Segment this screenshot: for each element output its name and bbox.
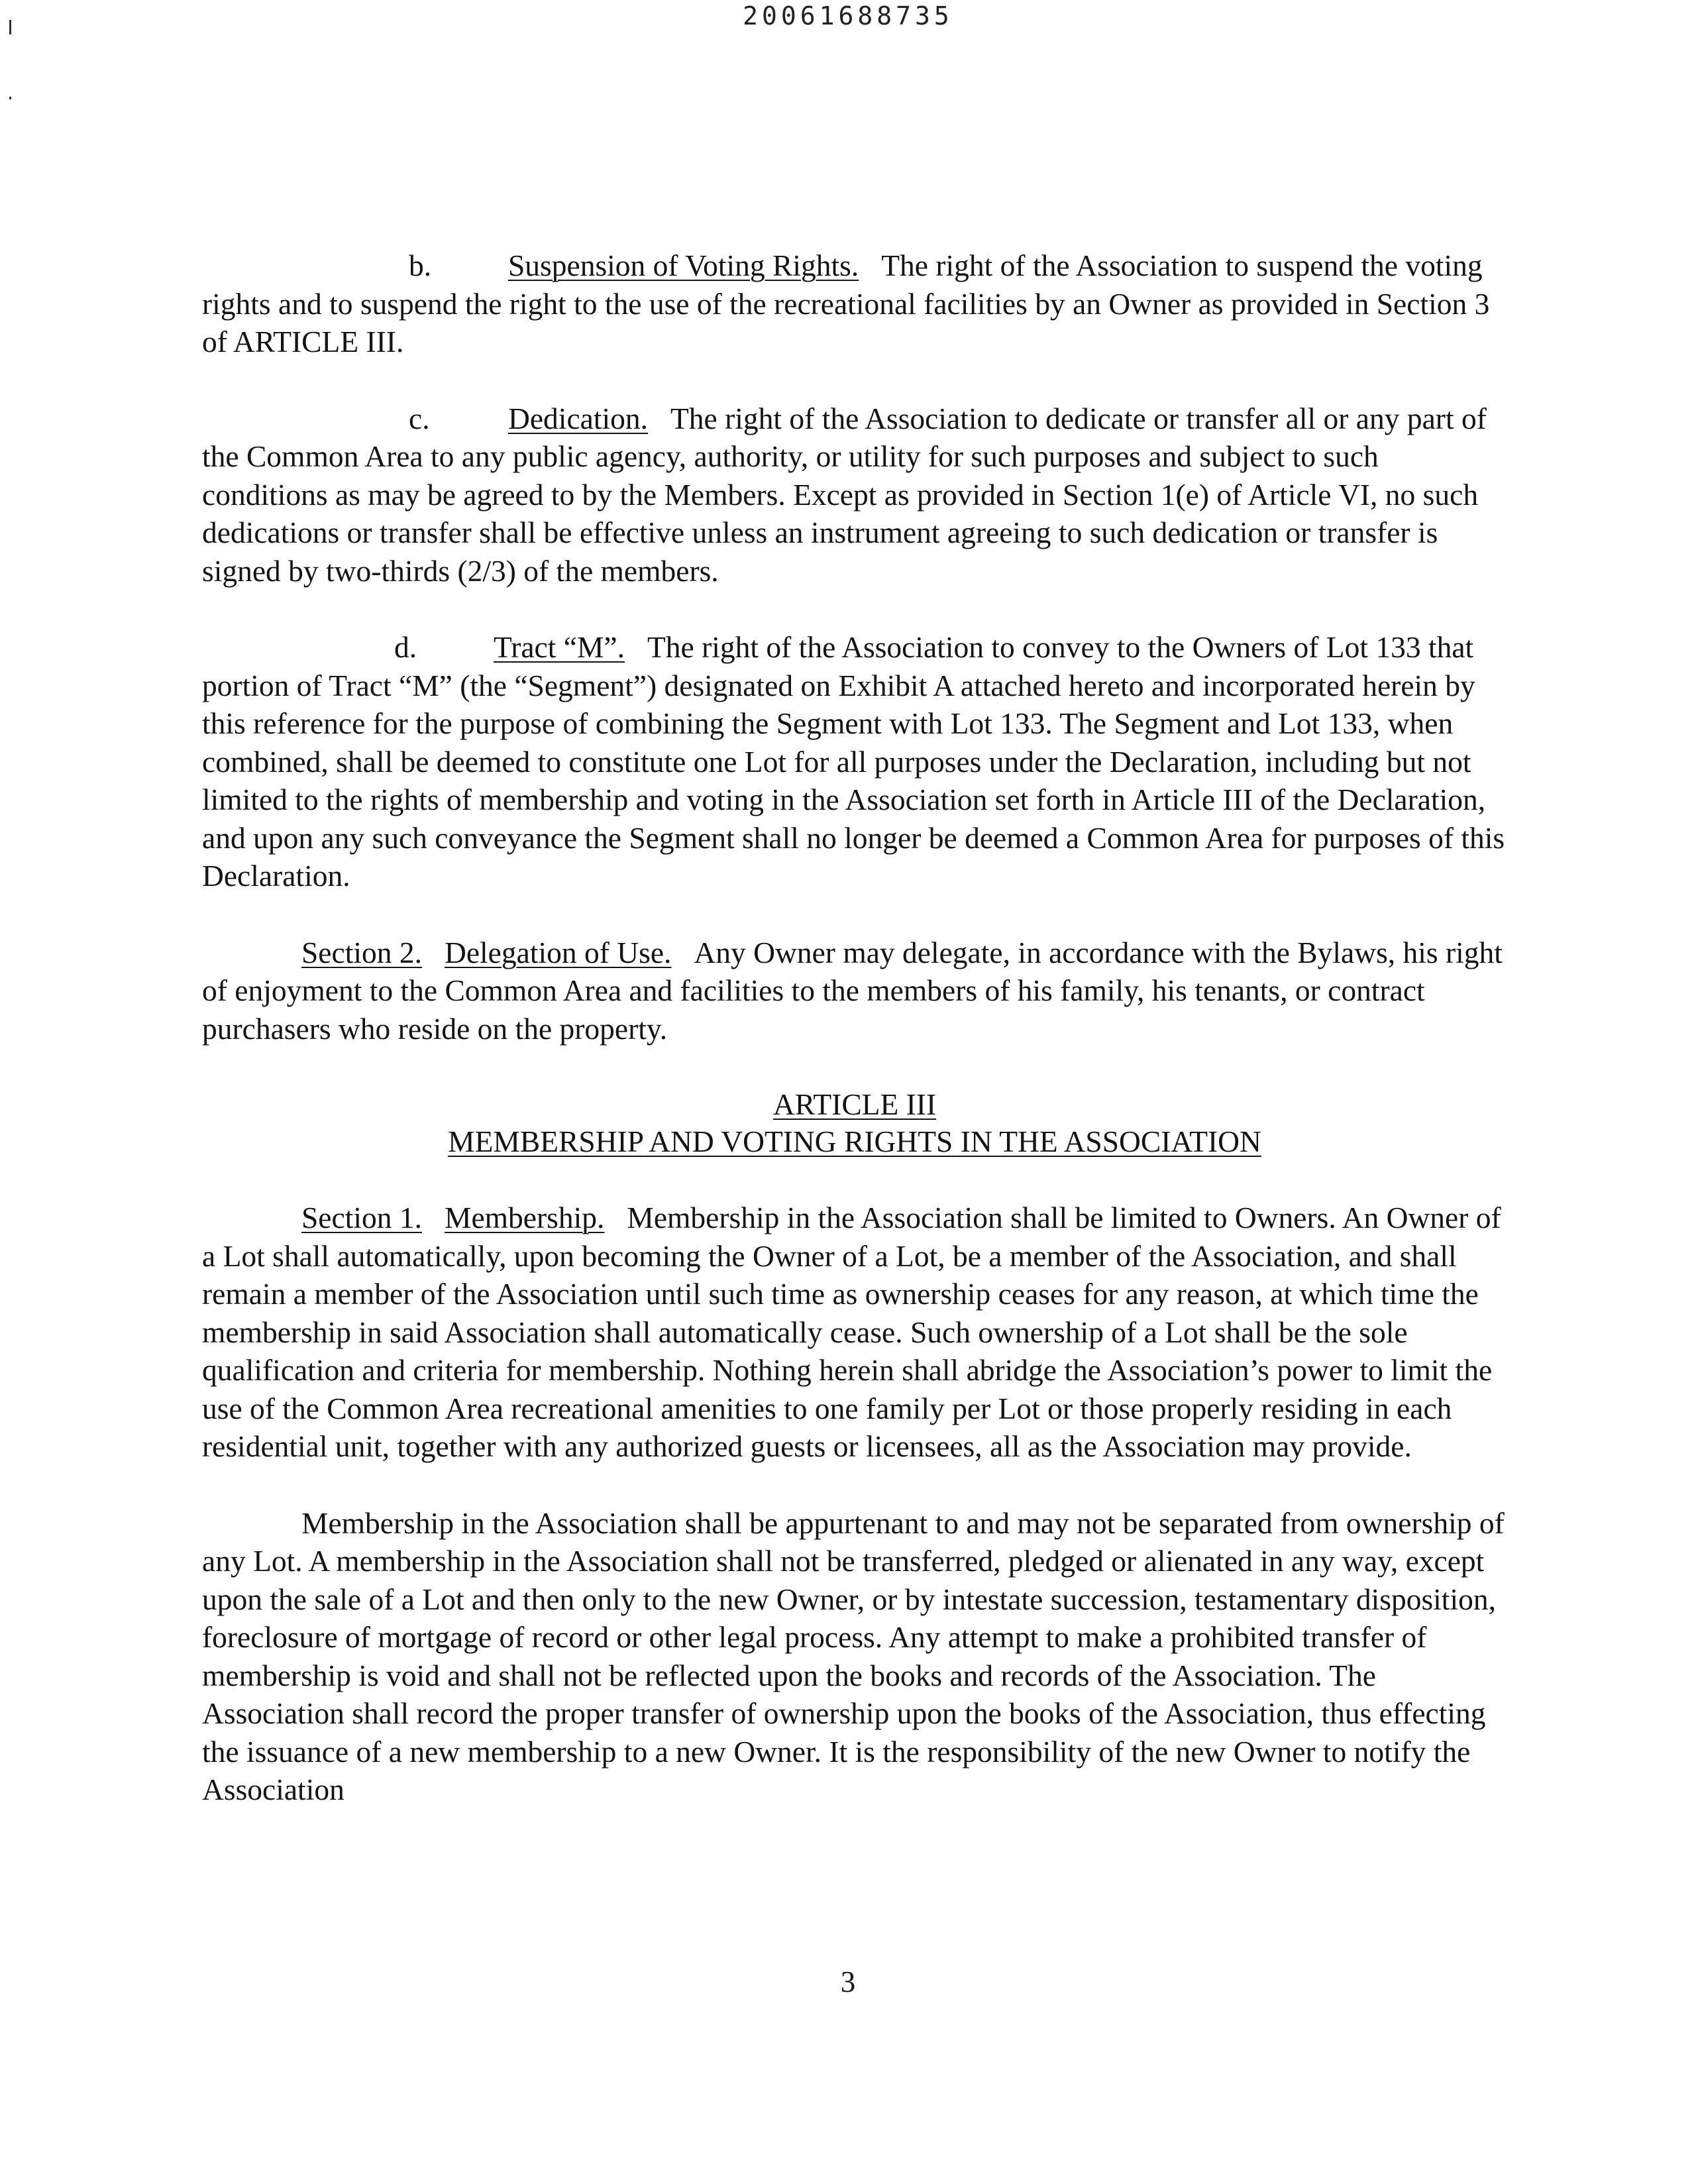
paragraph-membership	[202, 1504, 1507, 1809]
section-1-label: Section 1.	[301, 1201, 422, 1234]
item-text-c: The right of the Association to dedicate or transfer all or any part of the Common Area to any public agency, authority, or utility for such purposes and subject to such conditions as may be agreed to by the Members. Except as provided in Section 1(e) of Article VI, no such dedications or transfer shall be effective unless an instrument agreeing to such dedication or transfer is signed by two-thirds (2/3) of the members.	[202, 401, 1487, 588]
membership-text: Membership in the Association shall be appurtenant to and may not be separated from ownership of any Lot. A membership in the Association shall not be transferred, pledged or alienated in any way, except upon the sale of a Lot and then only to the new Owner, or by intestate succession, testamentary disposition, foreclosure of mortgage of record or other legal process. Any attempt to make a prohibited transfer of membership is void and shall not be reflected upon the books and records of the Association. The Association shall record the proper transfer of ownership upon the books of the Association, thus effecting the issuance of a new membership to a new Owner. It is the responsibility of the new Owner to notify the Association	[202, 1505, 1505, 1806]
item-letter-c: c.	[409, 401, 430, 435]
document-body	[202, 246, 1507, 1847]
item-letter-b: b.	[409, 248, 432, 282]
section-2-label: Section 2.	[301, 935, 422, 969]
paragraph-item-c	[202, 400, 1507, 590]
article-number: ARTICLE III	[772, 1087, 937, 1121]
page-number: 3	[840, 1965, 856, 1998]
paragraph-item-d	[202, 628, 1507, 895]
article-title: MEMBERSHIP AND VOTING RIGHTS IN THE ASSOCIATION	[448, 1124, 1261, 1158]
item-heading-b: Suspension of Voting Rights.	[508, 248, 859, 282]
item-heading-d: Tract “M”.	[494, 630, 625, 664]
paragraph-item-b	[202, 246, 1507, 361]
section-2-heading: Delegation of Use.	[444, 935, 672, 969]
item-text-d: The right of the Association to convey to the Owners of Lot 133 that portion of Tract “M” (the “Segment”) designated on Exhibit A attached hereto and incorporated herein by this reference for the purpose of combining the Segment with Lot 133. The Segment and Lot 133, when combined, shall be deemed to constitute one Lot for all purposes under the Declaration, including but not limited to the rights of membership and voting in the Association set forth in Article III of the Declaration, and upon any such conveyance the Segment shall no longer be deemed a Common Area for purposes of this Declaration.	[202, 630, 1505, 893]
paragraph-section-2	[202, 934, 1507, 1048]
section-2-text: Any Owner may delegate, in accordance with the Bylaws, his right of enjoyment to the Common Area and facilities to the members of his family, his tenants, or contract purchasers who reside on the property.	[202, 935, 1503, 1046]
section-1-text: Membership in the Association shall be limited to Owners. An Owner of a Lot shall automatically, upon becoming the Owner of a Lot, be a member of the Association, and shall remain a member of the Association until such time as ownership ceases for any reason, at which time the membership in said Association shall automatically cease. Such ownership of a Lot shall be the sole qualification and criteria for membership. Nothing herein shall abridge the Association’s power to limit the use of the Common Area recreational amenities to one family per Lot or those properly residing in each residential unit, together with any authorized guests or licensees, all as the Association may provide.	[202, 1201, 1501, 1463]
item-heading-c: Dedication.	[508, 401, 648, 435]
scan-speck	[9, 97, 11, 99]
section-1-heading: Membership.	[444, 1201, 605, 1234]
document-number: 20061688735	[743, 1, 953, 30]
item-letter-d: d.	[394, 630, 417, 664]
article-heading	[202, 1086, 1507, 1160]
item-text-b: The right of the Association to suspend the voting rights and to suspend the right to the use of the recreational facilities by an Owner as provided in Section 3 of ARTICLE III.	[202, 248, 1490, 358]
paragraph-section-1	[202, 1199, 1507, 1466]
scan-speck	[9, 20, 11, 34]
